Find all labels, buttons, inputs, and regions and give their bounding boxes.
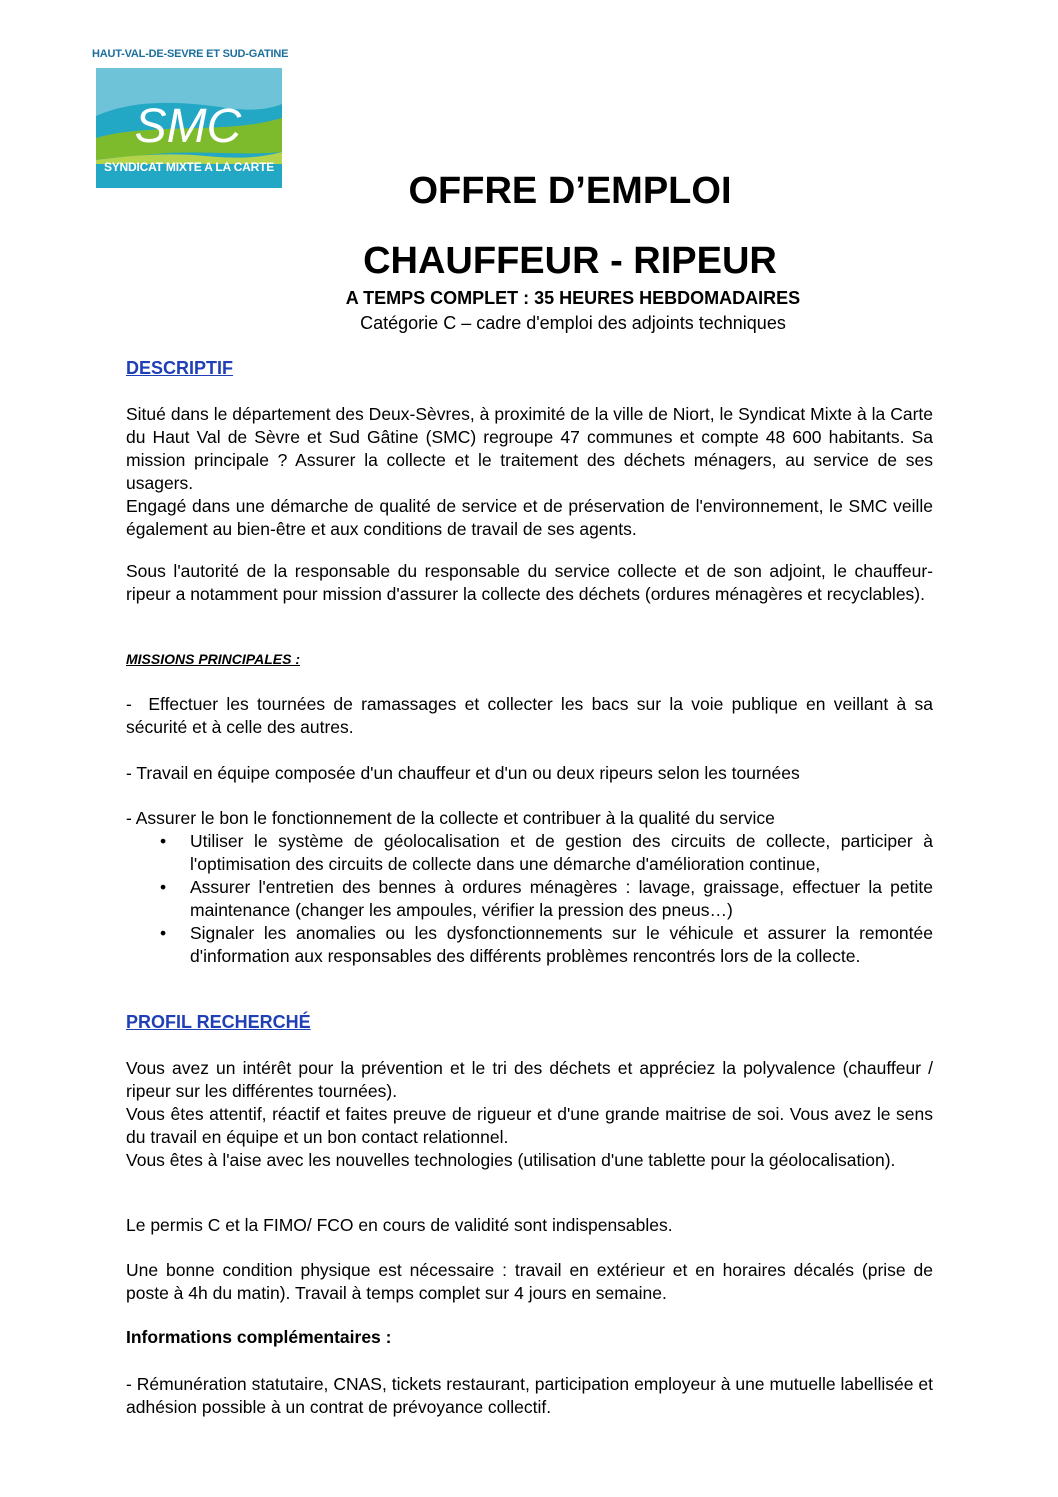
descriptif-paragraph-3: Sous l'autorité de la responsable du responsable du service collecte et de son adjoint, le chauffeur-ripeur a notamment pour mission d'assurer la collecte des déchets (ordures ménagères et recyclables). <box>126 561 933 604</box>
mission-bullet-list <box>190 830 933 968</box>
list-item: • Assurer l'entretien des bennes à ordures ménagères : lavage, graissage, effectuer la petite maintenance (changer les ampoules, vérifier la pression des pneus…) <box>190 876 933 922</box>
profil-paragraph-4: Le permis C et la FIMO/ FCO en cours de validité sont indispensables. <box>126 1215 673 1235</box>
smc-logo <box>92 48 289 188</box>
mission-item-3: - Assurer le bon le fonctionnement de la collecte et contribuer à la qualité du service <box>126 808 775 828</box>
missions-heading: MISSIONS PRINCIPALES : <box>126 651 300 667</box>
profil-paragraph-2: Vous êtes attentif, réactif et faites preuve de rigueur et d'une grande maitrise de soi. Vous avez le sens du travail en équipe et un bon contact relationnel. <box>126 1104 933 1147</box>
list-item: • Utiliser le système de géolocalisation et de gestion des circuits de collecte, participer à l'optimisation des circuits de collecte dans une démarche d'amélioration continue, <box>190 830 933 876</box>
mission-item-1: - Effectuer les tournées de ramassages et collecter les bacs sur la voie publique en veillant à sa sécurité et à celle des autres. <box>126 694 933 737</box>
informations-heading: Informations complémentaires : <box>126 1327 392 1347</box>
profil-paragraph-5: Une bonne condition physique est nécessaire : travail en extérieur et en horaires décalés (prise de poste à 4h du matin). Travail à temps complet sur 4 jours en semaine. <box>126 1260 933 1303</box>
profil-paragraph-3: Vous êtes à l'aise avec les nouvelles technologies (utilisation d'une tablette pour la géolocalisation). <box>126 1150 896 1170</box>
logo-main-text: SMC <box>134 100 242 153</box>
profil-paragraph-1: Vous avez un intérêt pour la prévention et le tri des déchets et appréciez la polyvalence (chauffeur / ripeur sur les différentes tournées). <box>126 1058 933 1101</box>
mission-item-2: - Travail en équipe composée d'un chauffeur et d'un ou deux ripeurs selon les tournées <box>126 763 800 783</box>
job-subtitle: A TEMPS COMPLET : 35 HEURES HEBDOMADAIRES <box>345 288 801 308</box>
list-item: • Signaler les anomalies ou les dysfonctionnements sur le véhicule et assurer la remontée d'information aux responsables des différents problèmes rencontrés lors de la collecte. <box>190 922 933 968</box>
logo-top-text: HAUT-VAL-DE-SEVRE ET SUD-GATINE <box>92 48 289 60</box>
logo-bottom-text: SYNDICAT MIXTE A LA CARTE <box>103 160 275 174</box>
descriptif-heading: DESCRIPTIF <box>126 358 234 378</box>
informations-paragraph-1: - Rémunération statutaire, CNAS, tickets restaurant, participation employeur à une mutuelle labellisée et adhésion possible à un contrat de prévoyance collectif. <box>126 1374 933 1417</box>
descriptif-paragraph-2: Engagé dans une démarche de qualité de service et de préservation de l'environnement, le SMC veille également au bien-être et aux conditions de travail de ses agents. <box>126 496 933 539</box>
job-category: Catégorie C – cadre d'emploi des adjoints techniques <box>360 313 786 333</box>
page-title: OFFRE D’EMPLOI <box>408 170 732 212</box>
job-title: CHAUFFEUR - RIPEUR <box>363 240 777 282</box>
profil-heading: PROFIL RECHERCHÉ <box>126 1012 311 1032</box>
descriptif-paragraph-1: Situé dans le département des Deux-Sèvres, à proximité de la ville de Niort, le Syndicat Mixte à la Carte du Haut Val de Sèvre et Sud Gâtine (SMC) regroupe 47 communes et compte 48 600 habitants. Sa mission principale ? Assurer la collecte et le traitement des déchets ménagers, au service de ses usagers. <box>126 404 933 493</box>
